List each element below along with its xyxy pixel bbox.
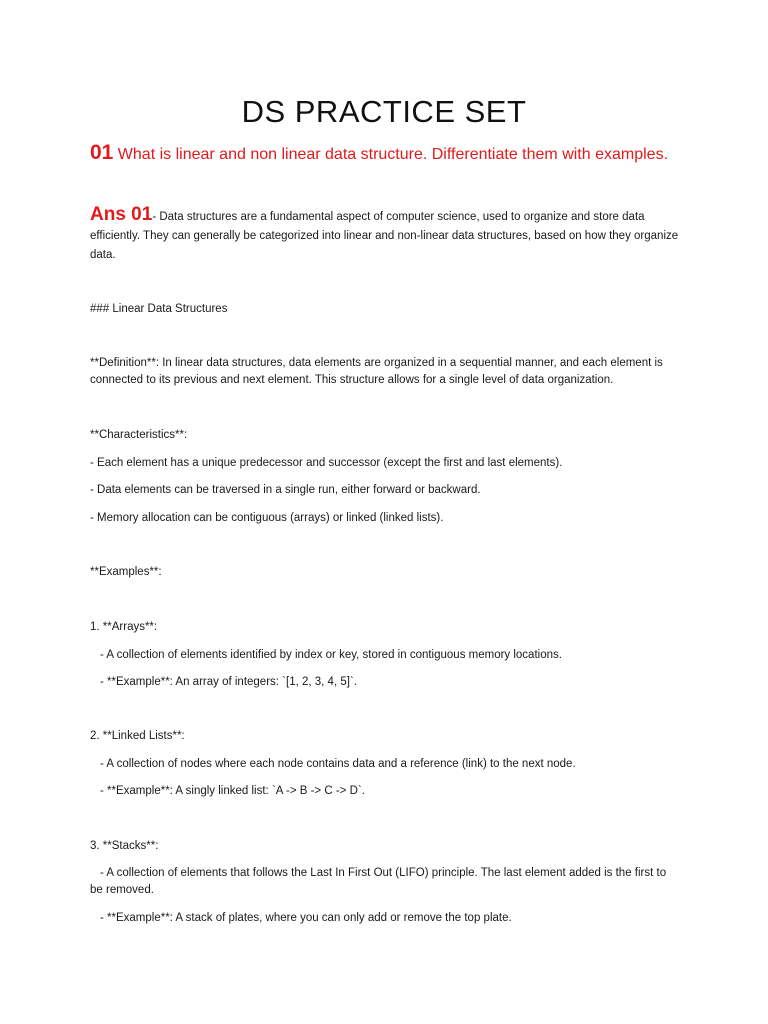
- example-title-stacks: 3. **Stacks**:: [90, 840, 159, 852]
- answer-label: Ans 01: [90, 204, 153, 225]
- characteristic-item: - Data elements can be traversed in a single run, either forward or backward.: [90, 484, 481, 496]
- characteristic-item: - Memory allocation can be contiguous (arrays) or linked (linked lists).: [90, 512, 444, 524]
- characteristic-item: - Each element has a unique predecessor and successor (except the first and last elements).: [90, 457, 563, 469]
- example-description: - A collection of elements identified by index or key, stored in contiguous memory locations.: [100, 649, 562, 661]
- examples-heading: **Examples**:: [90, 566, 162, 578]
- example-sample: - **Example**: An array of integers: `[1, 2, 3, 4, 5]`.: [100, 676, 357, 688]
- characteristics-heading: **Characteristics**:: [90, 429, 188, 441]
- definition-paragraph: **Definition**: In linear data structures, data elements are organized in a sequential manner, and each element is connected to its previous and next element. This structure allows for a single level of data organization.: [90, 357, 663, 386]
- example-title-linked-lists: 2. **Linked Lists**:: [90, 730, 185, 742]
- answer-block: [90, 205, 682, 265]
- question-block: [90, 140, 690, 167]
- example-title-arrays: 1. **Arrays**:: [90, 621, 158, 633]
- section-heading: ### Linear Data Structures: [90, 303, 228, 315]
- page-title: DS PRACTICE SET: [241, 94, 527, 129]
- answer-intro: - Data structures are a fundamental aspect of computer science, used to organize and store data efficiently. They can generally be categorized into linear and non-linear data structures, based on how they organize data.: [90, 211, 679, 261]
- question-text: What is linear and non linear data structure. Differentiate them with examples.: [113, 146, 669, 163]
- example-sample: - **Example**: A singly linked list: `A -> B -> C -> D`.: [100, 785, 365, 797]
- example-description: - A collection of elements that follows the Last In First Out (LIFO) principle. The last element added is the first to be removed.: [90, 867, 667, 896]
- question-number: 01: [90, 141, 114, 164]
- example-sample: - **Example**: A stack of plates, where you can only add or remove the top plate.: [100, 912, 512, 924]
- example-description: - A collection of nodes where each node contains data and a reference (link) to the next node.: [100, 758, 576, 770]
